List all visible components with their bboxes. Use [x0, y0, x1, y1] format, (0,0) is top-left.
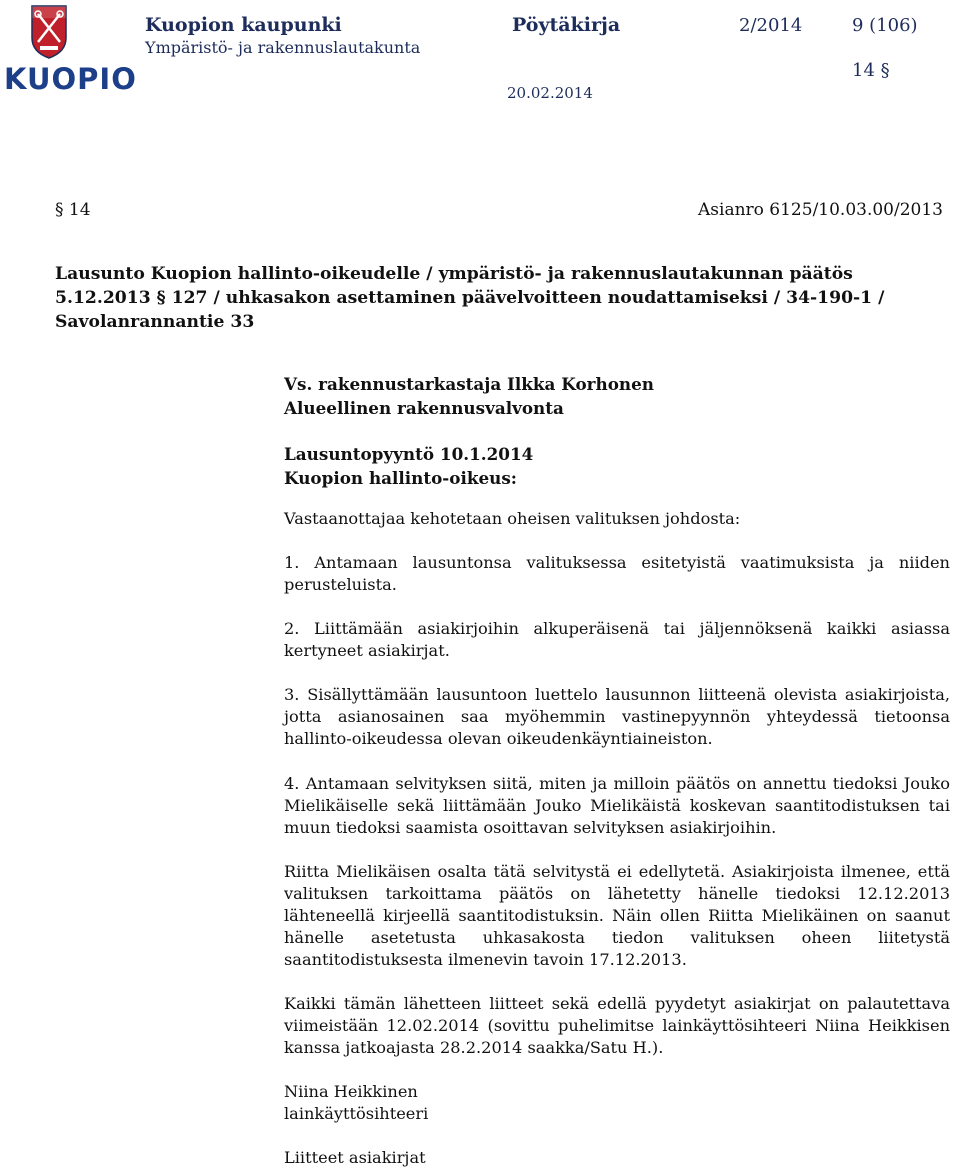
list-item: 1. Antamaan lausuntonsa valituksessa esitetyistä vaatimuksista ja niiden perusteluista. [284, 553, 950, 594]
preparer-unit: Alueellinen rakennusvalvonta [284, 398, 564, 418]
case-section: § 14 [55, 200, 91, 220]
case-number: Asianro 6125/10.03.00/2013 [698, 200, 943, 220]
request-block [284, 442, 950, 490]
list-item: 3. Sisällyttämään lausuntoon luettelo lausunnon liitteenä olevista asiakirjoista, jotta asianosainen saa myöhemmin vastinepyynnön yhteydessä tietoonsa hallinto-oikeudessa olevan oikeudenkäyntiaineiston. [284, 685, 950, 748]
page-count: 9 (106) [852, 15, 918, 36]
signature-role: lainkäyttösihteeri [284, 1104, 429, 1123]
intro-text: Vastaanottajaa kehotetaan oheisen valituksen johdosta: [284, 509, 741, 528]
city-name: Kuopion kaupunki [145, 14, 342, 36]
document-type: Pöytäkirja [512, 14, 621, 36]
signature-name: Niina Heikkinen [284, 1082, 418, 1101]
preparer-name: Vs. rakennustarkastaja Ilkka Korhonen [284, 374, 654, 394]
preparer-block [284, 372, 950, 420]
list-item: 4. Antamaan selvityksen siitä, miten ja milloin päätös on annettu tiedoksi Jouko Mielikäiselle sekä liittämään Jouko Mielikäistä koskevan saantitodistuksen tai muun tiedoksi saamista osoittavan selvityksen asiakirjoihin. [284, 774, 950, 837]
signature-block [284, 1081, 950, 1125]
board-name: Ympäristö- ja rakennuslautakunta [145, 38, 421, 57]
paragraph: Kaikki tämän lähetteen liitteet sekä edellä pyydetyt asiakirjat on palautettava viimeistään 12.02.2014 (sovittu puhelimitse lainkäyttösihteeri Niina Heikkisen kanssa jatkoajasta 28.2.2014 saakka/Satu H.). [284, 994, 950, 1057]
meeting-date: 20.02.2014 [507, 84, 593, 102]
logo-wordmark: KUOPIO [4, 62, 137, 96]
attachments-line: Liitteet asiakirjat [284, 1148, 426, 1167]
case-title: Lausunto Kuopion hallinto-oikeudelle / ympäristö- ja rakennuslautakunnan päätös 5.12.2013 § 127 / uhkasakon asettaminen päävelvoitteen noudattamiseksi / 34-190-1 / Savolanrannantie 33 [55, 264, 885, 332]
section-number: 14 § [852, 60, 890, 81]
kuopio-logo [2, 2, 137, 100]
paragraph: Riitta Mielikäisen osalta tätä selvitystä ei edellytetä. Asiakirjoista ilmenee, että valituksen tarkoittama päätös on lähetetty hänelle tiedoksi 12.12.2013 lähteneellä kirjeellä saantitodistuksin. Näin ollen Riitta Mielikäinen on saanut hänelle asetetusta uhkasakosta tiedon valituksen oheen liitetystä saantitodistuksesta ilmenevin tavoin 17.12.2013. [284, 862, 950, 969]
list-item: 2. Liittämään asiakirjoihin alkuperäisenä tai jäljennöksenä kaikki asiassa kertyneet asiakirjat. [284, 619, 950, 660]
request-date: Lausuntopyyntö 10.1.2014 [284, 444, 534, 464]
document-number: 2/2014 [739, 15, 803, 36]
request-court: Kuopion hallinto-oikeus: [284, 468, 517, 488]
